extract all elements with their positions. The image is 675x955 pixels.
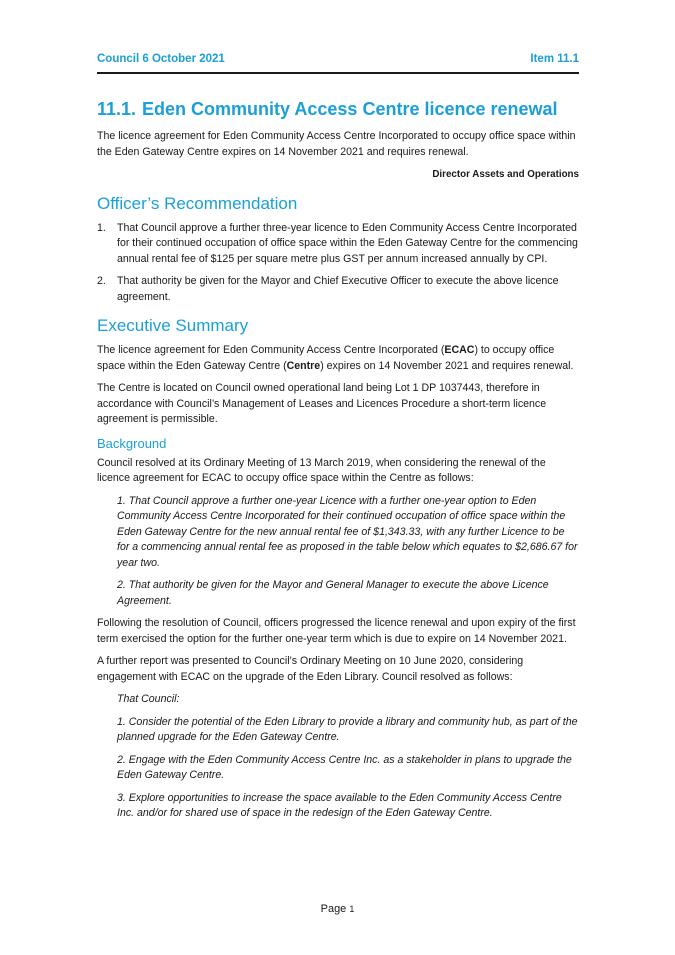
summary-paragraph: The Centre is located on Council owned operational land being Lot 1 DP 1037443, therefore in accordance with Council’s Management of Leases and Licences Procedure a short-term licence agreement is permissible. [97, 382, 547, 425]
summary-term-centre: Centre [286, 359, 321, 372]
page-footer [0, 903, 675, 915]
resolution-quote: 1. Consider the potential of the Eden Library to provide a library and community hub, as part of the planned upgrade for the Eden Gateway Centre. [117, 715, 578, 743]
report-title [97, 97, 579, 121]
recommendation-list [97, 221, 579, 306]
recommendation-item-text: That authority be given for the Mayor and Chief Executive Officer to execute the above licence agreement. [117, 275, 559, 303]
resolution-quote: 1. That Council approve a further one-year Licence with a further one-year option to Eden Community Access Centre Incorporated for their continued occupation of office space within the Eden Gateway Centre for the new annual rental fee of $1,343.33, with any further Licence to be for a commencing annual rental fee as proposed in the table below which equates to $2,686.67 for year two. [117, 494, 578, 569]
summary-text: ) expires on 14 November 2021 and requires renewal. [320, 359, 574, 372]
recommendation-item-text: That Council approve a further three-year licence to Eden Community Access Centre Incorporated for their continued occupation of office space within the Eden Gateway Centre for the commencing annual rental fee of $125 per square metre plus GST per annum increased annually by CPI. [117, 221, 578, 265]
resolution-quote: 2. Engage with the Eden Community Access Centre Inc. as a stakeholder in plans to upgrade the Eden Gateway Centre. [117, 753, 572, 781]
resolution-quote: 2. That authority be given for the Mayor and General Manager to execute the above Licence Agreement. [117, 579, 549, 607]
intro-paragraph: The licence agreement for Eden Community Access Centre Incorporated to occupy office space within the Eden Gateway Centre expires on 14 November 2021 and requires renewal. [97, 130, 576, 158]
summary-text: The licence agreement for Eden Community Access Centre Incorporated ( [97, 344, 445, 356]
resolution-quote: 3. Explore opportunities to increase the space available to the Eden Community Access Centre Inc. and/or for shared use of space in the redesign of the Eden Gateway Centre. [117, 791, 562, 819]
background-paragraph: Following the resolution of Council, officers progressed the licence renewal and upon expiry of the first term exercised the option for the further one-year term which is due to expire on 14 November 2021. [97, 617, 576, 645]
summary-term-ecac: ECAC [444, 344, 475, 356]
responsible-officer: Director Assets and Operations [432, 169, 579, 180]
meeting-date: Council 6 October 2021 [97, 53, 225, 65]
recommendation-item [97, 274, 579, 305]
page-label: Page [320, 903, 347, 915]
item-number: Item 11.1 [530, 53, 579, 65]
page-number: 1 [349, 904, 355, 914]
recommendation-item [97, 221, 579, 268]
background-paragraph: Council resolved at its Ordinary Meeting of 13 March 2019, when considering the renewal of the licence agreement for ECAC to occupy office space within the Centre as follows: [97, 456, 546, 484]
background-heading: Background [97, 435, 167, 451]
page-header [97, 53, 579, 73]
recommendation-item-number: 2. [97, 275, 106, 287]
summary-paragraph [97, 343, 579, 374]
background-paragraph: A further report was presented to Council’s Ordinary Meeting on 10 June 2020, considering engagement with ECAC on the upgrade of the Eden Library. Council resolved as follows: [97, 655, 524, 683]
header-divider [97, 72, 579, 74]
resolution-quote: That Council: [117, 693, 180, 705]
report-title-number: 11.1. [97, 99, 137, 119]
summary-text: ) to occupy office space within the Eden Gateway Centre ( [97, 344, 555, 372]
executive-summary-heading: Executive Summary [97, 316, 249, 335]
recommendation-heading: Officer’s Recommendation [97, 193, 298, 213]
recommendation-item-number: 1. [97, 221, 106, 234]
report-body [97, 97, 579, 829]
report-title-text: Eden Community Access Centre licence renewal [142, 99, 558, 119]
